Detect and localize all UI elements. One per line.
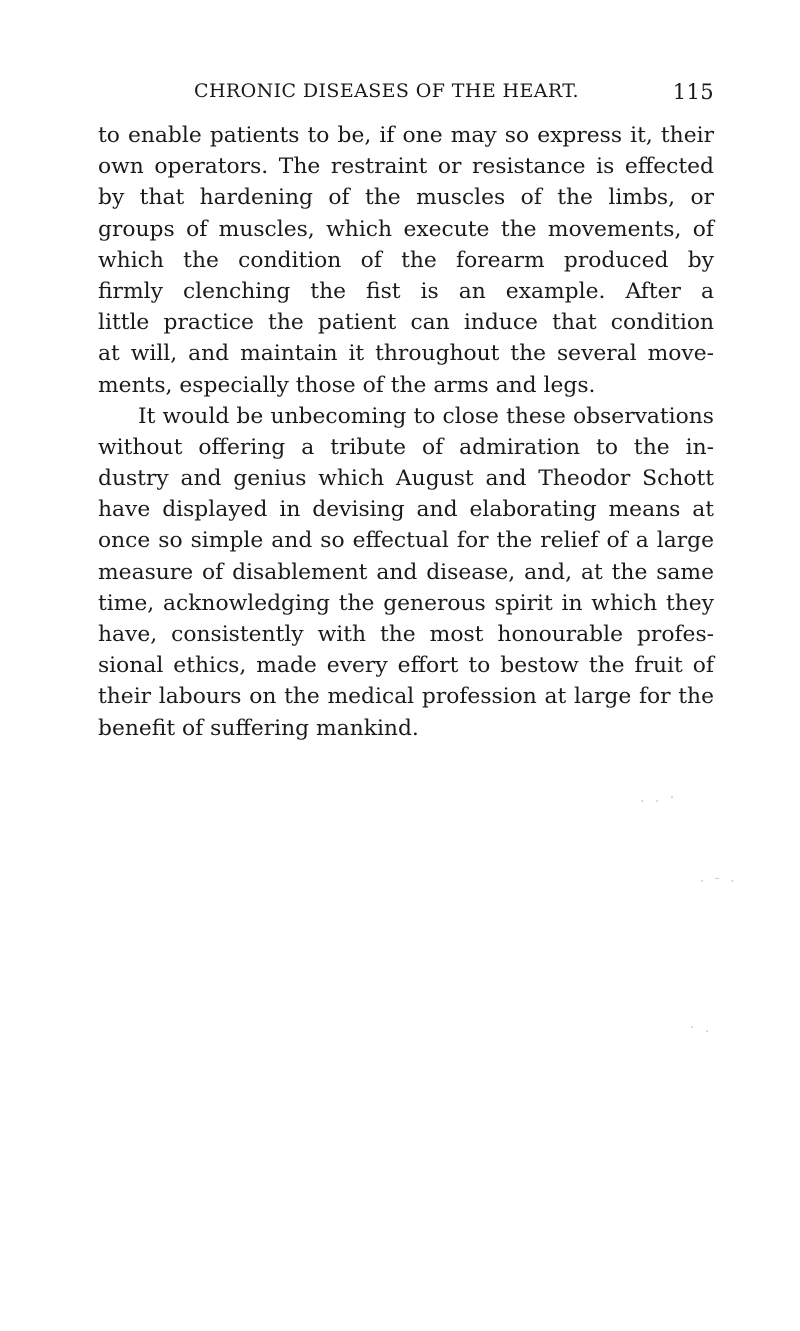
text-line: little practice the patient can induce that condition bbox=[98, 310, 714, 336]
text-line: dustry and genius which August and Theodor Schott bbox=[98, 466, 714, 492]
text-line: sional ethics, made every effort to bestow the fruit of bbox=[98, 653, 714, 679]
text-line: without offering a tribute of admiration to the in- bbox=[98, 434, 714, 460]
running-title: CHRONIC DISEASES OF THE HEART. bbox=[194, 80, 579, 102]
paragraph-end-line: benefit of suffering mankind. bbox=[98, 715, 419, 741]
text-line: have, consistently with the most honourable profes- bbox=[98, 622, 714, 647]
page-number: 115 bbox=[672, 80, 714, 104]
paragraph-start-line: It would be unbecoming to close these observations bbox=[138, 403, 714, 429]
body-text bbox=[98, 120, 714, 744]
text-line: at will, and maintain it throughout the several move- bbox=[98, 341, 714, 367]
text-line: their labours on the medical profession at large for the bbox=[98, 684, 714, 710]
text-line: time, acknowledging the generous spirit in which they bbox=[98, 590, 714, 616]
paragraph-end-line: ments, especially those of the arms and legs. bbox=[98, 372, 596, 398]
show-through-mark: . - . bbox=[700, 870, 738, 886]
show-through-mark: · . bbox=[690, 1020, 713, 1036]
text-line: own operators. The restraint or resistance is effected bbox=[98, 154, 714, 180]
text-line: which the condition of the forearm produced by bbox=[98, 247, 714, 273]
text-line: firmly clenching the fist is an example. After a bbox=[98, 278, 714, 304]
text-line: by that hardening of the muscles of the limbs, or bbox=[98, 185, 714, 211]
text-line: have displayed in devising and elaborating means at bbox=[98, 497, 714, 523]
text-line: groups of muscles, which execute the movements, of bbox=[98, 216, 714, 242]
text-line: once so simple and so effectual for the relief of a large bbox=[98, 528, 714, 554]
text-line: measure of disablement and disease, and, at the same bbox=[98, 559, 714, 585]
running-header bbox=[194, 80, 714, 114]
text-line: to enable patients to be, if one may so express it, their bbox=[98, 123, 714, 148]
show-through-mark: . . · bbox=[640, 790, 678, 806]
